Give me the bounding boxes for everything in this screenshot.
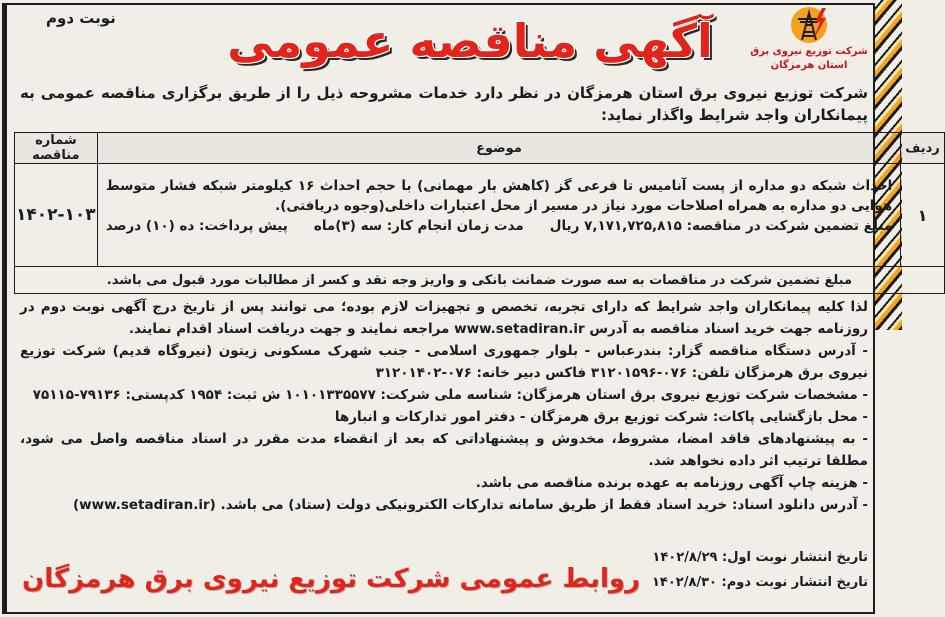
guarantee-amount: مبلغ تضمین شرکت در مناقصه: ۷,۱۷۱,۷۲۵,۸۱۵ ریال (549, 218, 893, 234)
subject-description: احداث شبکه دو مداره از پست آنامیس تا فرعی گز (کاهش بار مهمانی) با حجم احداث ۱۶ کیلومتر شبکه فشار متوسط هوایی دو مداره به همراه اصلاحات مورد نیاز در مسیر از محل اعتبارات داخلی(وجوه دریافتی). (105, 178, 893, 214)
publication-dates (652, 545, 868, 595)
condition-invalid-bids: - به پیشنهادهای فاقد امضا، مشروط، مخدوش و پیشنهاداتی که بعد از انقضاء مدت مقرر در اسناد مناقصه واصل می شود، مطلقا ترتیب اثر داده نخواهد شد. (20, 431, 868, 469)
condition-download (20, 494, 868, 516)
table-row (15, 164, 945, 267)
download-text: - آدرس دانلود اسناد: خرید اسناد فقط از طریق سامانه تدارکات الکترونیکی دولت (ستاد) می باشد. (220, 497, 868, 513)
prepayment: پیش پرداخت: ده (۱۰) درصد (105, 218, 288, 234)
download-url: (www.setadiran.ir) (72, 497, 216, 513)
first-publication-date: تاریخ انتشار نوبت اول: ۱۴۰۲/۸/۲۹ (652, 550, 868, 565)
eligibility-text-end: مراجعه نمایند و جهت دریافت اسناد اقدام نمایند. (128, 321, 450, 337)
logo-text-line1: شرکت توزیع نیروی برق (750, 46, 868, 57)
work-duration: مدت زمان انجام کار: سه (۳)ماه (313, 218, 524, 234)
header-tender-number: شماره مناقصه (15, 133, 98, 164)
public-relations-signature: روابط عمومی شرکت توزیع نیروی برق هرمزگان (22, 564, 641, 594)
second-publication-date: تاریخ انتشار نوبت دوم: ۱۴۰۲/۸/۳۰ (651, 575, 868, 590)
setadiran-url: www.setadiran.ir (454, 321, 585, 337)
power-tower-emblem-icon (782, 5, 836, 45)
guarantee-note: مبلغ تضمین شرکت در مناقصات به سه صورت ضمانت بانکی و واریز وجه نقد و کسر از مطالبات مورد قبول می باشد. (15, 267, 945, 294)
condition-address: - آدرس دستگاه مناقصه گزار: بندرعباس - بلوار جمهوری اسلامی - جنب شهرک مسکونی زیتون (نیروگاه قدیم) شرکت توزیع نیروی برق هرمزگان تلفن: ۰۷۶-۳۱۲۰۱۵۹۶ فاکس دبیر خانه: ۰۷۶-۳۱۲۰۱۴۰۲ (20, 343, 868, 381)
tender-table (14, 132, 945, 294)
tender-number: ۱۴۰۲-۱۰۳ (15, 164, 98, 267)
table-note-row (15, 267, 945, 294)
table-header-row (15, 133, 945, 164)
logo-text-line2: استان هرمزگان (770, 60, 848, 71)
intro-paragraph: شرکت توزیع نیروی برق استان هرمزگان در نظر دارد خدمات مشروحه ذیل را از طریق برگزاری مناقصه عمومی به پیمانکاران واجد شرایط واگذار نماید: (20, 84, 868, 124)
company-logo (750, 5, 868, 73)
eligibility-paragraph (20, 296, 868, 340)
row-number: ۱ (901, 164, 945, 267)
subject-cell (97, 164, 901, 267)
condition-opening-place: - محل بازگشایی پاکات: شرکت توزیع برق هرمزگان - دفتر امور تدارکات و انبارها (334, 409, 868, 425)
header-subject: موضوع (97, 133, 901, 164)
terms-line (106, 216, 893, 236)
condition-print-cost: - هزینه چاپ آگهی روزنامه به عهده برنده مناقصه می باشد. (475, 475, 868, 491)
page-title: آگهی مناقصه عمومی (227, 14, 713, 68)
round-label: نوبت دوم (46, 9, 116, 27)
conditions-text (20, 296, 868, 516)
header-row-number: ردیف (901, 133, 945, 164)
condition-company-info: - مشخصات شرکت توزیع نیروی برق استان هرمزگان: شناسه ملی شرکت: ۱۰۱۰۱۳۳۵۵۷۷ ش ثبت: ۱۹۵۴ کدپستی: ۷۹۱۳۶-۷۵۱۱۵ (32, 387, 868, 403)
eligibility-text: لذا کلیه پیمانکاران واجد شرایط که دارای تجربه، تخصص و تجهیزات لازم بوده؛ می توانند پس از تاریخ درج آگهی نوبت دوم در روزنامه جهت خرید اسناد مناقصه به آدرس (20, 299, 868, 337)
